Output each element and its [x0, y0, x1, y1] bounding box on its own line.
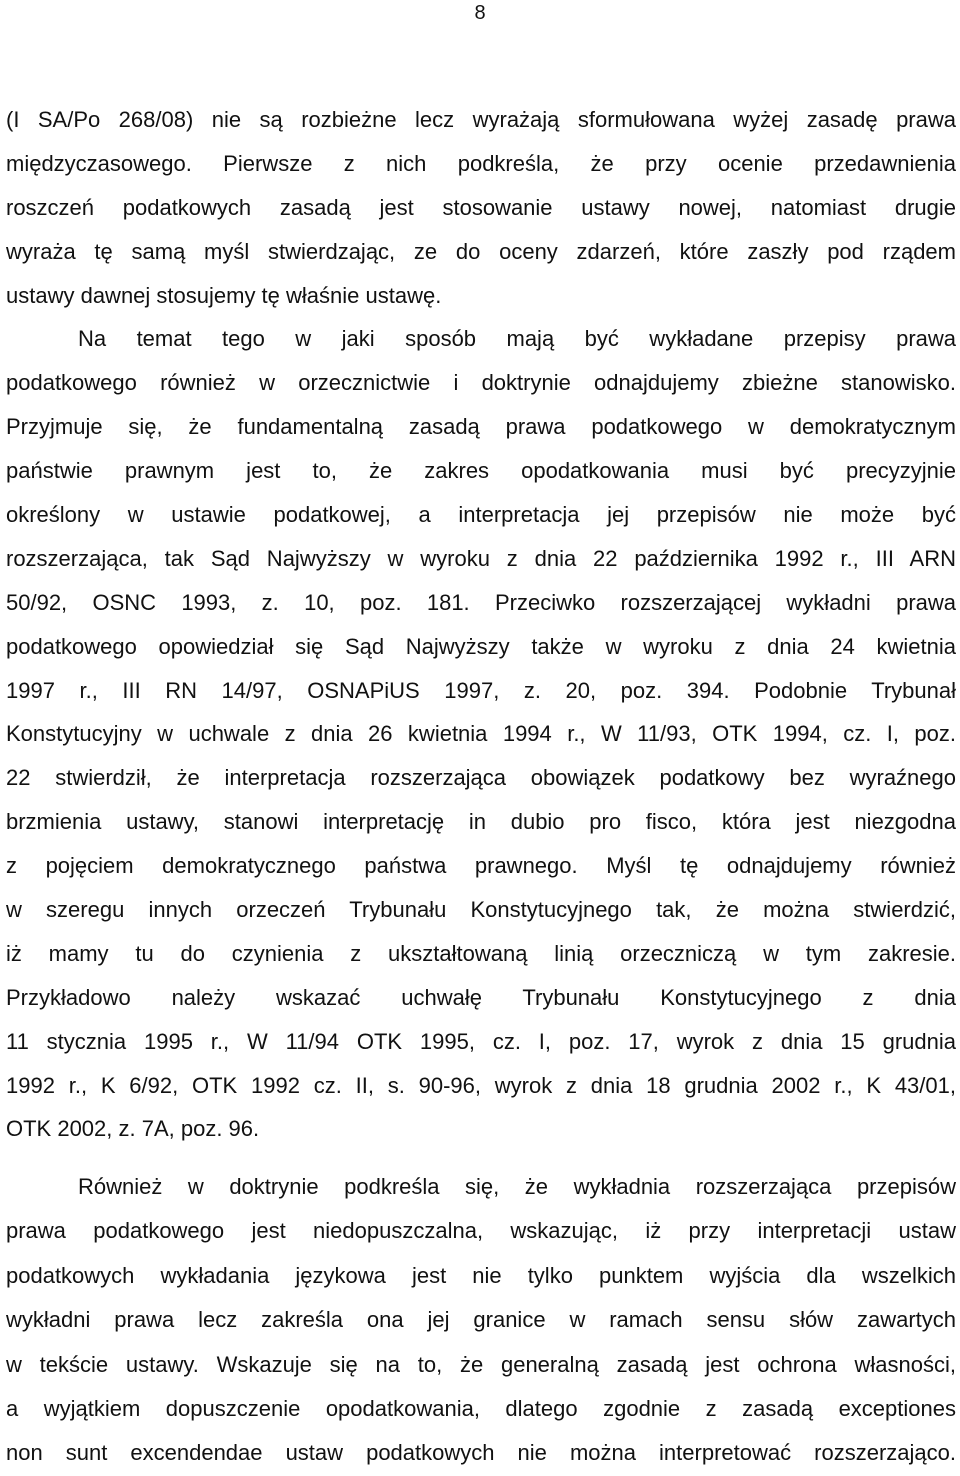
text-line: 1992 r., K 6/92, OTK 1992 cz. II, s. 90-96, wyrok z dnia 18 grudnia 2002 r., K 43/01, — [6, 1072, 956, 1098]
text-line: rozszerzająca, tak Sąd Najwyższy w wyroku z dnia 22 października 1992 r., III ARN — [6, 545, 956, 571]
text-line: państwie prawnym jest to, że zakres opodatkowania musi być precyzyjnie — [6, 458, 956, 484]
text-line: podatkowych wykładania językowa jest nie tylko punktem wyjścia dla wszelkich — [6, 1262, 956, 1288]
text-line: Również w doktrynie podkreśla się, że wykładnia rozszerzająca przepisów — [78, 1174, 956, 1199]
text-line: podatkowego również w orzecznictwie i doktrynie odnajdujemy zbieżne stanowisko. — [6, 370, 956, 396]
text-line: (I SA/Po 268/08) nie są rozbieżne lecz wyrażają sformułowana wyżej zasadę prawa — [6, 107, 956, 132]
page-number: 8 — [474, 2, 486, 24]
text-line: wykładni prawa lecz zakreśla ona jej granice w ramach sensu słów zawartych — [6, 1307, 956, 1333]
text-line: roszczeń podatkowych zasadą jest stosowanie ustawy nowej, natomiast drugie — [6, 194, 956, 220]
text-line: 1997 r., III RN 14/97, OSNAPiUS 1997, z. 20, poz. 394. Podobnie Trybunał — [6, 677, 956, 703]
text-line: 50/92, OSNC 1993, z. 10, poz. 181. Przeciwko rozszerzającej wykładni prawa — [6, 589, 956, 615]
text-line: prawa podatkowego jest niedopuszczalna, wskazując, iż przy interpretacji ustaw — [6, 1218, 956, 1244]
text-line: brzmienia ustawy, stanowi interpretację in dubio pro fisco, która jest niezgodna — [6, 809, 956, 835]
text-line: Na temat tego w jaki sposób mają być wykładane przepisy prawa — [78, 326, 956, 352]
text-line: Przykładowo należy wskazać uchwałę Trybunału Konstytucyjnego z dnia — [6, 984, 956, 1010]
text-line: wyraża tę samą myśl stwierdzając, ze do oceny zdarzeń, które zaszły pod rządem — [6, 238, 956, 264]
paragraph-1 — [6, 98, 956, 1151]
text-line: OTK 2002, z. 7A, poz. 96. — [6, 1116, 260, 1142]
text-line: z pojęciem demokratycznego państwa prawnego. Myśl tę odnajdujemy również — [6, 853, 956, 879]
text-line: międzyczasowego. Pierwsze z nich podkreśla, że przy ocenie przedawnienia — [6, 150, 956, 176]
text-line: a wyjątkiem dopuszczenie opodatkowania, dlatego zgodnie z zasadą exceptiones — [6, 1395, 956, 1421]
text-line: Przyjmuje się, że fundamentalną zasadą prawa podatkowego w demokratycznym — [6, 414, 956, 440]
text-line: 11 stycznia 1995 r., W 11/94 OTK 1995, cz. I, poz. 17, wyrok z dnia 15 grudnia — [6, 1028, 956, 1054]
text-line: Konstytucyjny w uchwale z dnia 26 kwietnia 1994 r., W 11/93, OTK 1994, cz. I, poz. — [6, 721, 956, 747]
text-line: określony w ustawie podatkowej, a interpretacja jej przepisów nie może być — [6, 502, 956, 528]
text-line: iż mamy tu do czynienia z ukształtowaną linią orzeczniczą w tym zakresie. — [6, 940, 956, 966]
text-line: 22 stwierdził, że interpretacja rozszerzająca obowiązek podatkowy bez wyraźnego — [6, 765, 956, 791]
paragraph-2 — [6, 1165, 956, 1476]
text-line: w tekście ustawy. Wskazuje się na to, że generalną zasadą jest ochrona własności, — [6, 1351, 956, 1377]
text-line: ustawy dawnej stosujemy tę właśnie ustawę. — [6, 282, 442, 308]
text-line: non sunt excendendae ustaw podatkowych nie można interpretować rozszerzająco. — [6, 1440, 956, 1466]
text-line: w szeregu innych orzeczeń Trybunału Konstytucyjnego tak, że można stwierdzić, — [6, 897, 956, 923]
text-line: podatkowego opowiedział się Sąd Najwyższy także w wyroku z dnia 24 kwietnia — [6, 633, 956, 659]
